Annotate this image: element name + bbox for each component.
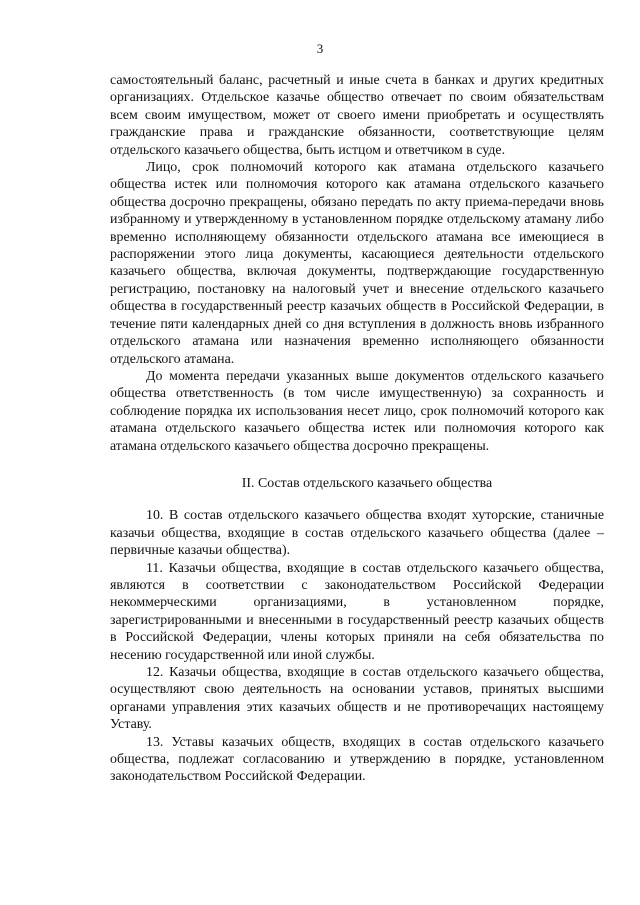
section-heading: II. Состав отдельского казачьего общества	[241, 475, 493, 491]
document-body	[110, 72, 604, 786]
paragraph-item-12: 12. Казачьи общества, входящие в состав отдельского казачьего общества, осуществляют свою деятельность на основании уставов, принятых высшими органами управления этих казачьих обществ и не противоречащих настоящему Уставу.	[110, 665, 604, 733]
paragraph-continuation: самостоятельный баланс, расчетный и иные счета в банках и других кредитных организациях. Отдельское казачье общество отвечает по своим обязательствам всем своим имуществом, может от своего имени приобретать и осуществлять гражданские права и гражданские обязанности, соответствующие целям отдельского казачьего общества, быть истцом и ответчиком в суде.	[110, 73, 604, 158]
paragraph-item-10: 10. В состав отдельского казачьего общества входят хуторские, станичные казачьи общества, входящие в состав отдельского казачьего общества (далее – первичные казачьи общества).	[110, 508, 604, 559]
paragraph-item-13: 13. Уставы казачьих обществ, входящих в состав отдельского казачьего общества, подлежат согласованию и утверждению в порядке, установленном законодательством Российской Федерации.	[110, 734, 604, 785]
page-number: 3	[316, 41, 324, 56]
paragraph-responsibility: До момента передачи указанных выше документов отдельского казачьего общества ответственность (в том числе имущественную) за сохранность и соблюдение порядка их использования несет лицо, срок полномочий которого как атамана отдельского казачьего общества истек или полномочия которого как атамана отдельского казачьего общества досрочно прекращены.	[110, 368, 604, 454]
paragraph-ataman-handover: Лицо, срок полномочий которого как атамана отдельского казачьего общества истек или полномочия которого как атамана отдельского казачьего общества досрочно прекращены, обязано передать по акту приема-передачи вновь избранному и утвержденному в установленном порядке отдельскому атаману либо временно исполняющему обязанности отдельского атамана все имеющиеся в распоряжении этого лица документы, касающиеся деятельности отдельского казачьего общества, включая документы, подтверждающие государственную регистрацию, постановку на налоговый учет и внесение отдельского казачьего общества в государственный реестр казачьих обществ в Российской Федерации, в течение пяти календарных дней со дня вступления в должность вновь избранного отдельского атамана или назначения временно исполняющего обязанности отдельского атамана.	[110, 160, 604, 367]
paragraph-item-11: 11. Казачьи общества, входящие в состав отдельского казачьего общества, являются в соответствии с законодательством Российской Федерации некоммерческими организациями, в установленном порядке, зарегистрированными и внесенными в государственный реестр казачьих обществ в Российской Федерации, члены которых приняли на себя обязательства по несению государственной или иной службы.	[110, 560, 604, 663]
